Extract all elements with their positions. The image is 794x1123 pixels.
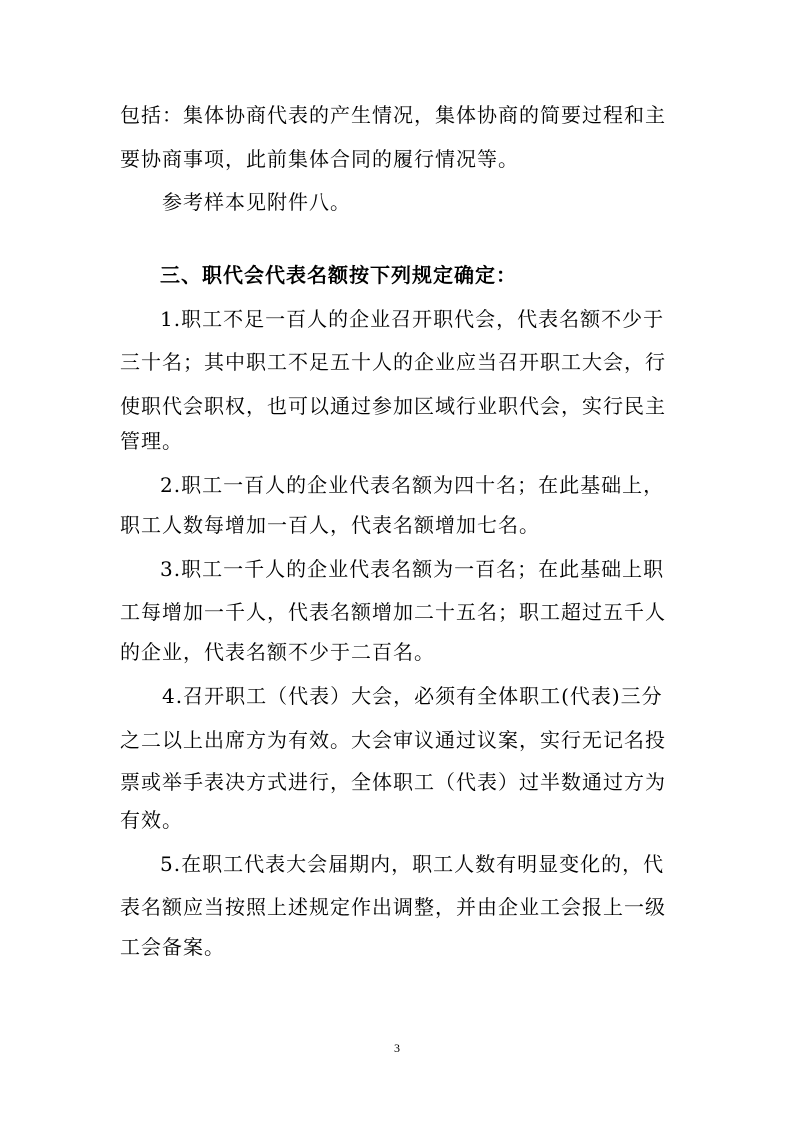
text-line-5: 1.职工不足一百人的企业召开职代会，代表名额不少于 <box>160 307 665 331</box>
text-line-1: 包括：集体协商代表的产生情况，集体协商的简要过程和主 <box>120 103 666 127</box>
text-line-9: 2.职工一百人的企业代表名额为四十名；在此基础上， <box>160 473 665 497</box>
text-line-18: 5.在职工代表大会届期内，职工人数有明显变化的，代 <box>160 852 665 876</box>
text-line-2: 要协商事项，此前集体合同的履行情况等。 <box>120 147 519 171</box>
text-line-10: 职工人数每增加一百人，代表名额增加七名。 <box>120 513 540 537</box>
text-line-14: 4.召开职工（代表）大会，必须有全体职工(代表)三分 <box>162 684 663 708</box>
text-line-12: 工每增加一千人，代表名额增加二十五名；职工超过五千人 <box>120 600 666 624</box>
text-line-13: 的企业，代表名额不少于二百名。 <box>120 640 435 664</box>
text-line-7: 使职代会职权，也可以通过参加区域行业职代会，实行民主 <box>120 394 666 418</box>
text-line-15: 之二以上出席方为有效。大会审议通过议案，实行无记名投 <box>120 728 666 752</box>
section-heading: 三、职代会代表名额按下列规定确定： <box>160 263 517 287</box>
text-line-3: 参考样本见附件八。 <box>162 190 351 214</box>
text-line-16: 票或举手表决方式进行，全体职工（代表）过半数通过方为 <box>120 770 666 794</box>
text-line-19: 表名额应当按照上述规定作出调整，并由企业工会报上一级 <box>120 895 666 919</box>
page-number: 3 <box>394 1041 400 1055</box>
text-line-8: 管理。 <box>120 429 183 453</box>
text-line-6: 三十名；其中职工不足五十人的企业应当召开职工大会，行 <box>120 350 666 374</box>
text-line-20: 工会备案。 <box>120 935 225 959</box>
text-line-11: 3.职工一千人的企业代表名额为一百名；在此基础上职 <box>160 557 665 581</box>
text-line-17: 有效。 <box>120 808 183 832</box>
